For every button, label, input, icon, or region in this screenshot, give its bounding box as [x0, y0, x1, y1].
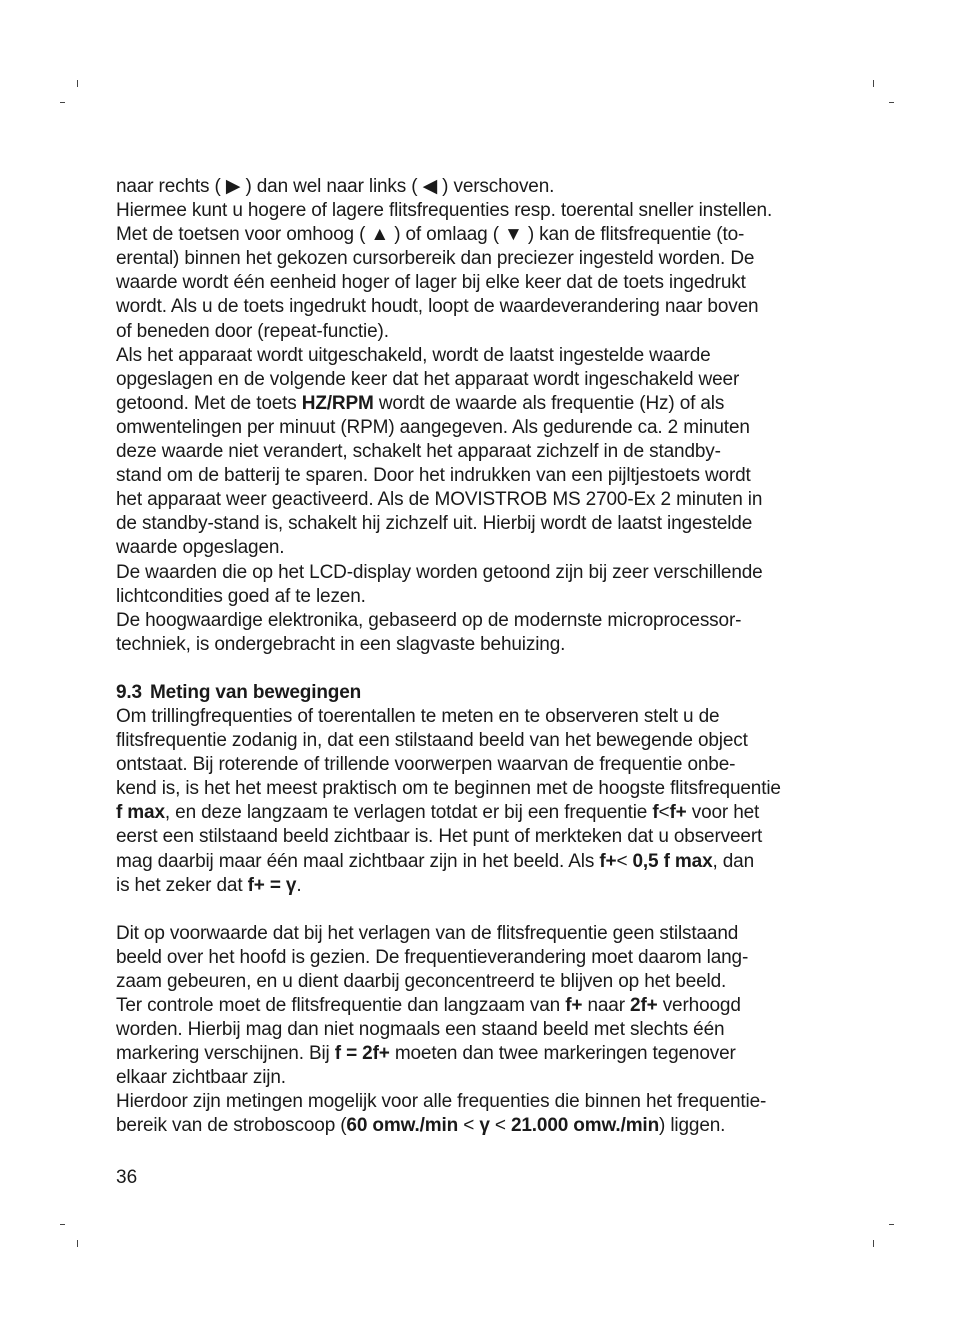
- triangle-right-icon: ▶: [225, 176, 241, 197]
- paragraph: Om trillingfrequenties of toerentallen te meten en te observeren stelt u de flitsfrequentie zodanig in, dat een stilstaand beeld van het bewegende object ontstaat. Bij roterende of trillende voorwerpen waarvan de frequentie onbe- kend is, is het het meest praktisch om te beginnen met de hoogste flitsfrequentie f max, en deze langzaam te verlagen totdat er bij een frequentie f<f+ voor het eerst een stilstaand beeld zichtbaar is. Het punt of merkteken dat u observeert mag daarbij maar één maal zichtbaar zijn in het beeld. Als f+< 0,5 f max, dan is het zeker dat f+ = γ.: [116, 705, 781, 896]
- section-heading: [116, 681, 836, 705]
- crop-mark: [77, 1240, 78, 1247]
- paragraph: Hiermee kunt u hogere of lagere flitsfrequenties resp. toerental sneller instellen.: [116, 200, 773, 222]
- paragraph: De hoogwaardige elektronika, gebaseerd op de modernste microprocessor- techniek, is ondergebracht in een slagvaste behuizing.: [116, 609, 742, 655]
- paragraph: De waarden die op het LCD-display worden getoond zijn bij zeer verschillende lichtcondities goed af te lezen.: [116, 561, 763, 607]
- crop-mark: [60, 102, 65, 103]
- crop-mark: [889, 1224, 894, 1225]
- crop-mark: [60, 1224, 65, 1225]
- crop-mark: [873, 1240, 874, 1247]
- paragraph: Hierdoor zijn metingen mogelijk voor alle frequenties die binnen het frequentie- bereik van de stroboscoop (60 omw./min < γ < 21.000 omw./min) liggen.: [116, 1091, 767, 1137]
- triangle-left-icon: ◀: [422, 176, 438, 197]
- page-body: [116, 175, 836, 1139]
- paragraph: Als het apparaat wordt uitgeschakeld, wordt de laatst ingestelde waarde opgeslagen en de volgende keer dat het apparaat wordt ingeschakeld weer getoond. Met de toets HZ/RPM wordt de waarde als frequentie (Hz) of als omwentelingen per minuut (RPM) aangegeven. Als gedurende ca. 2 minuten deze waarde niet verandert, schakelt het apparaat zichzelf in de standby- stand om de batterij te sparen. Door het indrukken van een pijltjestoets wordt het apparaat weer geactiveerd. Als de MOVISTROB MS 2700-Ex 2 minuten in de standby-stand is, schakelt hij zichzelf uit. Hierbij wordt de laatst ingestelde waarde opgeslagen.: [116, 344, 763, 559]
- crop-mark: [889, 102, 894, 103]
- triangle-up-icon: ▲: [370, 224, 390, 246]
- triangle-down-icon: ▼: [504, 224, 523, 246]
- crop-mark: [873, 80, 874, 87]
- paragraph: Met de toetsen voor omhoog ( ▲ ) of omlaag ( ▼ ) kan de flitsfrequentie (to- erental) binnen het gekozen cursorbereik dan preciezer ingesteld worden. De waarde wordt één eenheid hoger of lager bij elke keer dat de toets ingedrukt wordt. Als u de toets ingedrukt houdt, loopt de waardeverandering naar boven of beneden door (repeat-functie).: [116, 224, 759, 342]
- paragraph: naar rechts ( ▶ ) dan wel naar links ( ◀ ) verschoven.: [116, 176, 555, 197]
- section-number: 9.3: [116, 681, 142, 703]
- page-number: 36: [116, 1167, 138, 1188]
- key-label: HZ/RPM: [301, 392, 374, 414]
- spacer: [116, 898, 836, 922]
- spacer: [116, 657, 836, 681]
- section-title: Meting van bewegingen: [149, 681, 362, 703]
- paragraph: Dit op voorwaarde dat bij het verlagen van de flitsfrequentie geen stilstaand beeld over het hoofd is gezien. De frequentieverandering moet daarom lang- zaam gebeuren, en u dient daarbij geconcentreerd te blijven op het beeld. Ter controle moet de flitsfrequentie dan langzaam van f+ naar 2f+ verhoogd worden. Hierbij mag dan niet nogmaals een staand beeld met slechts één markering verschijnen. Bij f = 2f+ moeten dan twee markeringen tegenover elkaar zichtbaar zijn.: [116, 922, 749, 1089]
- crop-mark: [77, 80, 78, 87]
